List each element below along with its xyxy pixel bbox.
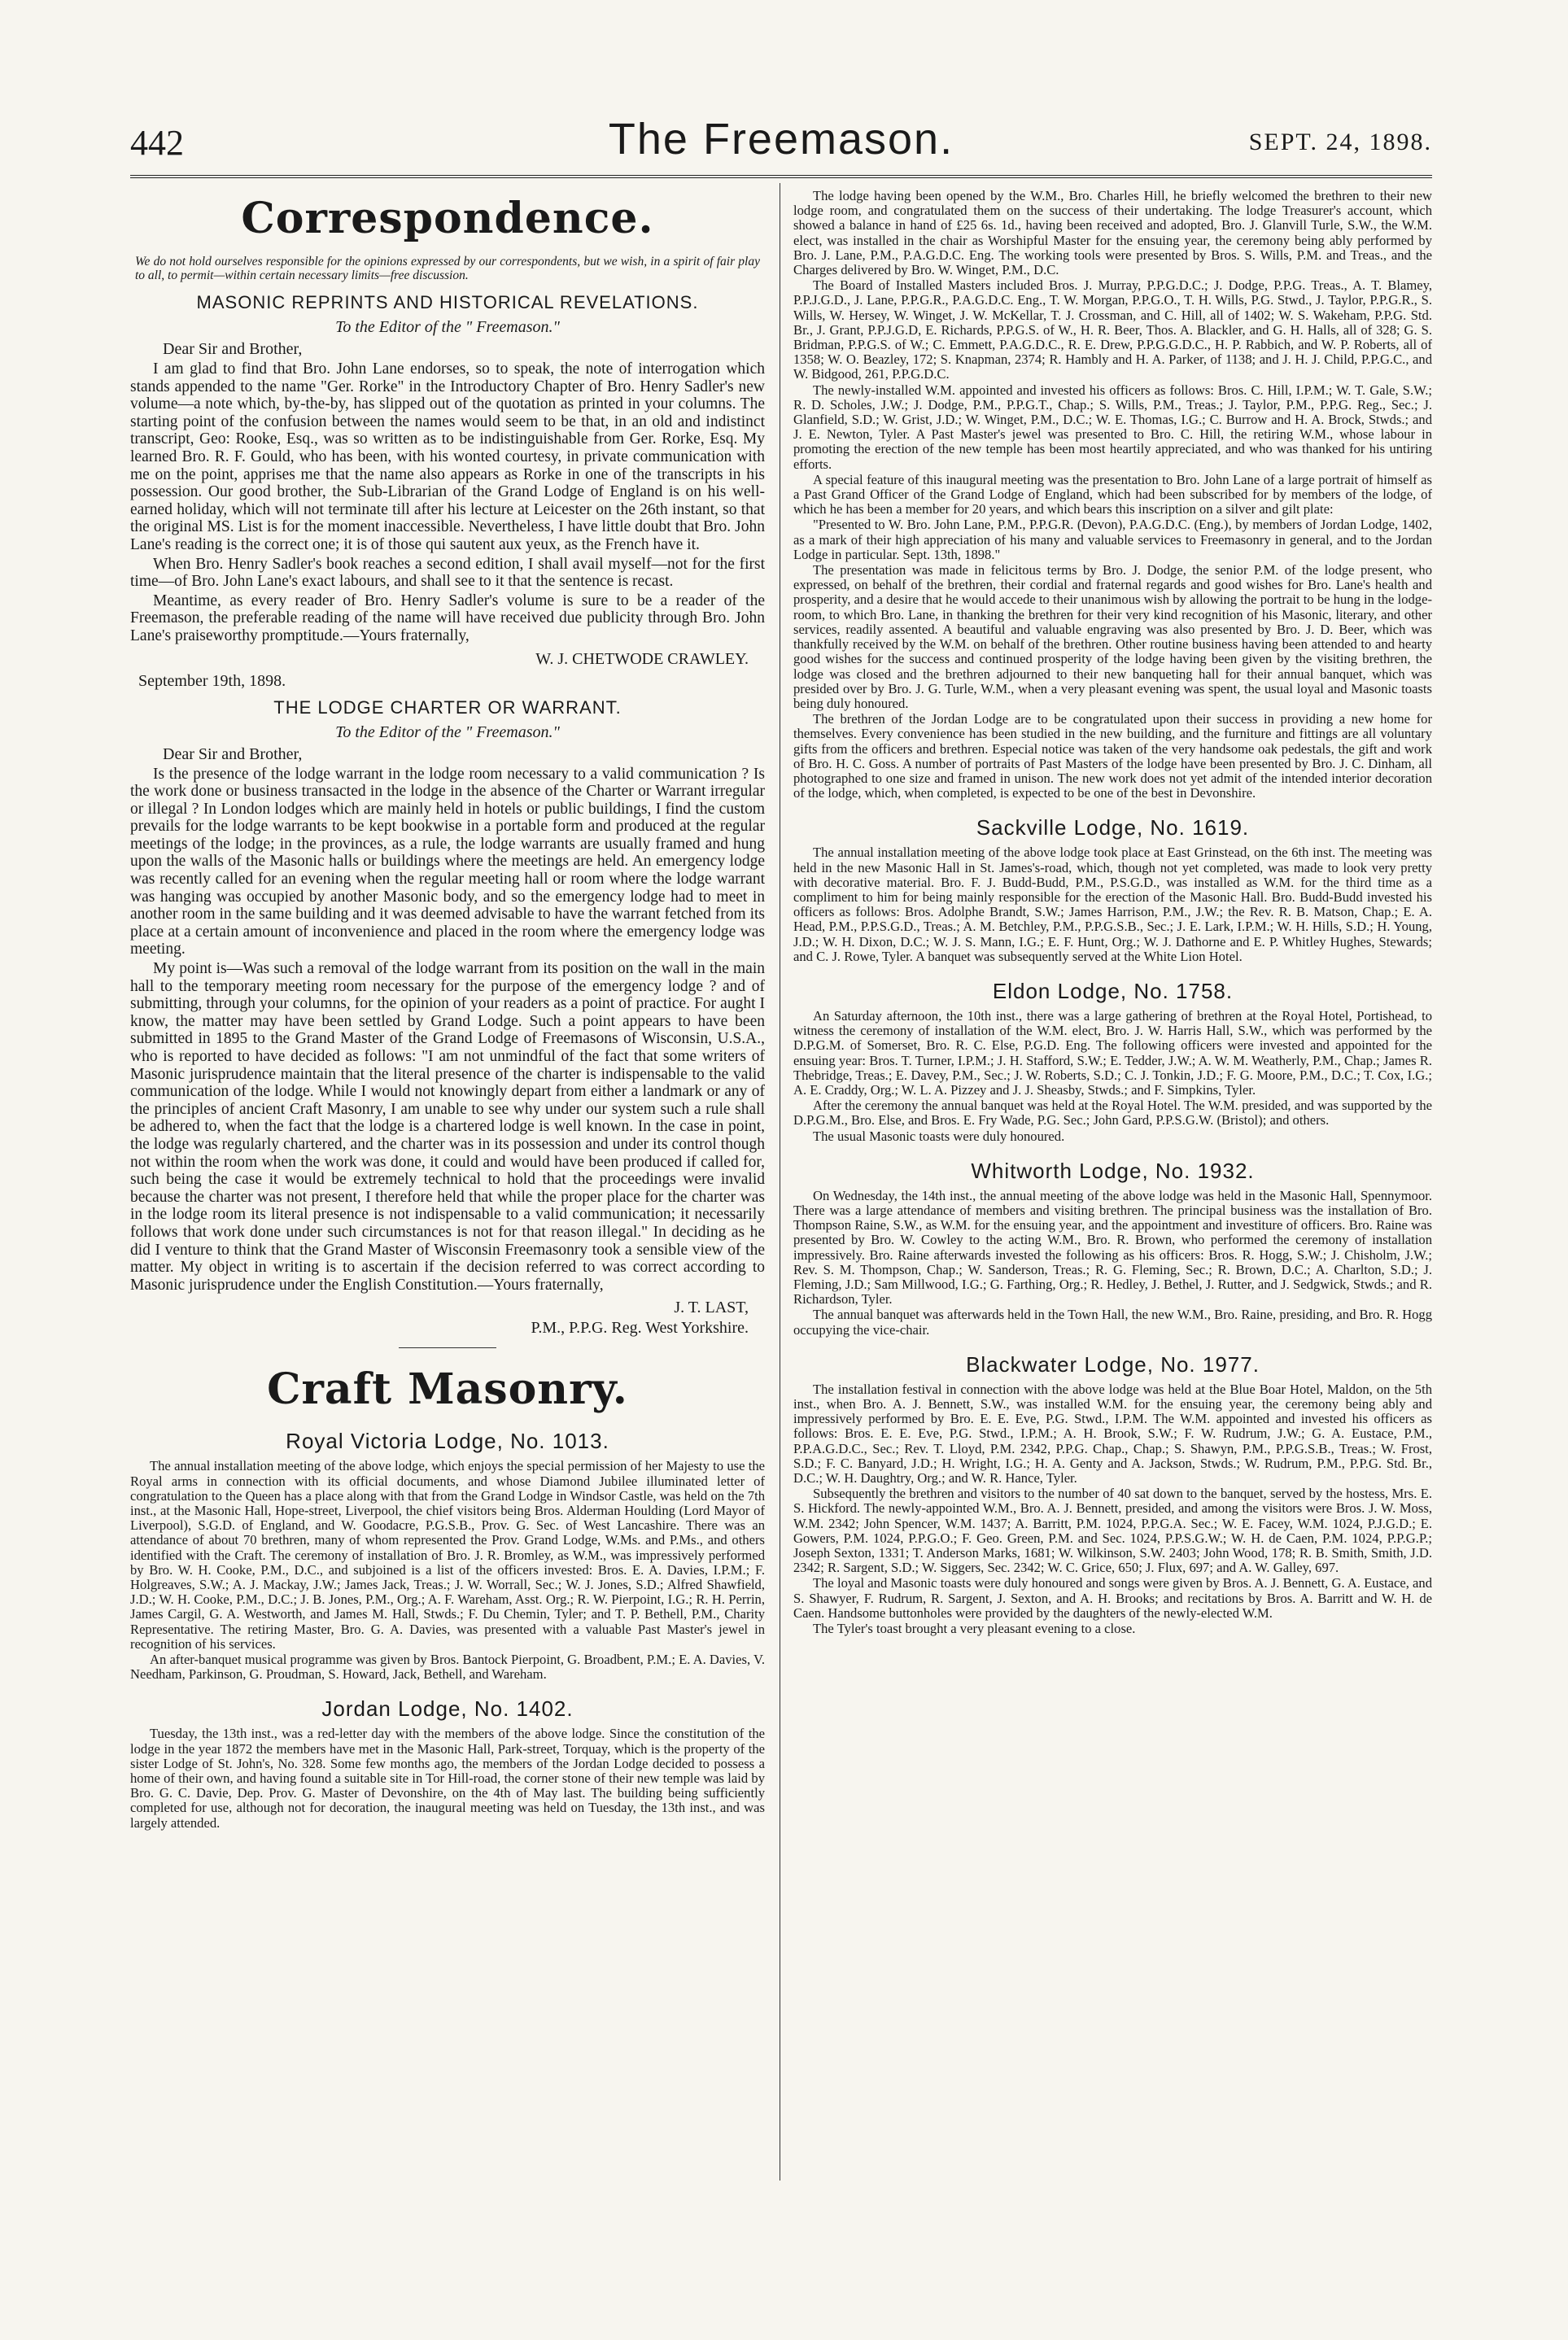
lodge-paragraph: The annual installation meeting of the above lodge took place at East Grinstead, on the 6th inst. The meeting was held in the new Masonic Hall in St. James's-road, which, though not yet completed, was made to look very pretty with decorative material. Bro. F. J. Budd-Budd, P.M., P.S.G.D., was installed as W.M. for the third time as a compliment to him for being mainly responsible for the erection of the Masonic Hall. Bro. Budd-Budd invested his officers as follows: Bros. Adolphe Brandt, S.W.; James Harrison, P.M., J.W.; the Rev. R. B. Matson, Chap.; E. A. Head, P.M., P.P.S.G.D., Treas.; A. M. Betchley, P.M., P.P.G.S.B., Sec.; J. E. Lark, I.P.M.; W. H. Hills, S.D.; H. Young, J.D.; W. H. Dixon, D.C.; W. J. S. Mann, I.G.; E. F. Hunt, Org.; W. J. Dathorne and E. P. Whitley Hughes, Stewards; and C. J. Rowe, Tyler. A banquet was subsequently served at the White Lion Hotel. — [793, 845, 1432, 964]
lodge-paragraph: An after-banquet musical programme was given by Bros. Bantock Pierpoint, G. Broadbent, P.M.; E. A. Davies, V. Needham, Parkinson, G. Proudman, S. Howard, Jack, Bethell, and Wareham. — [130, 1651, 765, 1683]
letter-paragraph: I am glad to find that Bro. John Lane endorses, so to speak, the note of interrogation which stands appended to the name "Ger. Rorke" in the Introductory Chapter of Bro. Henry Sadler's new volume—a note which, by-the-by, has slipped out of the quotation as printed in your columns. The starting point of the confusion between the names would seem to be that, in an old and indistinct transcript, Geo: Rooke, Esq., was so written as to be indistinguishable from Ger. Rorke, Esq. My learned Bro. R. F. Gould, who has been, with his wonted courtesy, in private communication with me on the point, apprises me that the name also appears as Rorke in one of the transcripts in his possession. Our good brother, the Sub-Librarian of the Grand Lodge of England is on his well-earned holiday, which will not terminate till after his lecture at Leicester on the 26th instant, so that the original MS. List is for the moment inaccessible. Nevertheless, I have little doubt that Bro. John Lane's reading is the correct one; it is of those qui sautent aux yeux, as the French have it. — [130, 360, 765, 553]
letter-paragraph: Meantime, as every reader of Bro. Henry Sadler's volume is sure to be a reader of the Freemason, the preferable reading of the name will have received due publicity through Bro. John Lane's praiseworthy promptitude.—Yours fraternally, — [130, 592, 765, 644]
letter-lodge-charter — [130, 697, 765, 1338]
lodge-paragraph: The annual banquet was afterwards held in the Town Hall, the new W.M., Bro. Raine, presiding, and Bro. R. Hogg occupying the vice-chair. — [793, 1307, 1432, 1338]
lodge-report-whitworth — [793, 1159, 1432, 1338]
page-number: 442 — [130, 123, 184, 163]
editorial-disclaimer: We do not hold ourselves responsible for the opinions expressed by our correspondents, but we wish, in a spirit of fair play to all, to permit—within certain necessary limits—free discussion. — [135, 255, 760, 282]
lodge-report-blackwater — [793, 1352, 1432, 1636]
lodge-title: Whitworth Lodge, No. 1932. — [971, 1158, 1255, 1183]
lodge-paragraph: The annual installation meeting of the above lodge, which enjoys the special permission of her Majesty to use the Royal arms in connection with its official documents, and whose Diamond Jubilee illuminated letter of congratulation to the Queen has a place along with that from the Grand Lodge in Windsor Castle, was held on the 7th inst., at the Masonic Hall, Hope-street, Liverpool, the chief visitors being Bros. Alderman Houlding (Lord Mayor of Liverpool), S.G.D. of England, and W. Goodacre, P.G.S.B., Prov. G. Sec. of West Lancashire. There was an attendance of about 70 brethren, many of whom represented the Prov. Grand Lodge, W.Ms. and P.Ms., and others identified with the Craft. The ceremony of installation of Bro. J. R. Bromley, as W.M., was impressively performed by Bro. W. H. Cooke, P.M., D.C., and subjoined is a list of the officers invested: Bros. E. A. Davies, I.P.M.; F. Holgreaves, S.W.; A. J. Mackay, J.W.; James Jack, Treas.; J. W. Worrall, Sec.; W. J. Jones, S.D.; Alfred Shawfield, J.D.; W. H. Cooke, P.M., D.C.; J. B. Jones, P.M., Org.; A. F. Wareham, Asst. Org.; R. W. Pierpoint, I.G.; R. H. Perrin, James Cargil, G. A. Westworth, and James M. Hall, Stwds.; F. Du Chemin, Tyler; and T. P. Bethell, P.M., Charity Representative. The retiring Master, Bro. G. A. Davies, was presented with a valuable Past Master's jewel in recognition of his services. — [130, 1458, 765, 1652]
section-title-correspondence: Correspondence. — [241, 194, 654, 243]
letter-addressee: To the Editor of the " Freemason." — [335, 318, 560, 336]
letter-date: September 19th, 1898. — [138, 671, 286, 690]
header-rule — [130, 175, 1432, 178]
letter-salutation: Dear Sir and Brother, — [163, 340, 303, 358]
letter-signature-title: P.M., P.P.G. Reg. West Yorkshire. — [531, 1319, 749, 1338]
lodge-title: Eldon Lodge, No. 1758. — [992, 978, 1234, 1003]
lodge-paragraph: The presentation was made in felicitous terms by Bro. J. Dodge, the senior P.M. of the lodge present, who expressed, on behalf of the brethren, their cordial and fraternal regards and good wishes for Bro. Lane's health and prosperity, and a desire that he would accede to their unanimous wish by allowing the portrait to be hung in the lodge-room, to which Bro. Lane, in thanking the brethren for their very kind recognition of his Masonic, literary, and other services, readily assented. A beautiful and valuable engraving was also presented by Bro. J. D. Beer, which was thankfully received by the W.M. on behalf of the brethren. Other routine business having been attended to and hearty good wishes for the success and continued prosperity of the lodge having been given by the visiting brethren, the lodge was closed and the brethren adjourned to their new banqueting hall for their annual banquet, which was presided over by Bro. J. G. Turle, W.M., when a very pleasant evening was spent, the usual loyal and Masonic toasts being duly honoured. — [793, 562, 1432, 711]
letter-signature: W. J. CHETWODE CRAWLEY. — [535, 649, 749, 668]
letter-paragraph: When Bro. Henry Sadler's book reaches a second edition, I shall avail myself—not for the first time—of Bro. John Lane's exact labours, and shall see to it that the sentence is recast. — [130, 555, 765, 591]
letter-heading: MASONIC REPRINTS AND HISTORICAL REVELATIONS. — [196, 292, 699, 312]
lodge-paragraph: The installation festival in connection with the above lodge was held at the Blue Boar Hotel, Maldon, on the 5th inst., when Bro. A. J. Bennett, S.W., was installed W.M. for the ensuing year, the ceremony being ably and impressively performed by Bro. E. E. Eve, P.G. Stwd., I.P.M. The W.M. appointed and invested his officers as follows: Bros. E. E. Eve, P.G. Stwd., I.P.M.; A. H. Brook, S.W.; F. W. Rudrum, J.W.; G. A. Eustace, P.M., P.P.A.G.D.C., Sec.; Rev. T. Lloyd, P.M. 2342, P.P.G. Chap., Chap.; S. Shawyn, P.M., P.P.G.S.B., Treas.; W. Frost, S.D.; F. C. Banyard, J.D.; H. Wright, I.G.; H. A. Genty and A. Jackson, Stwds.; W. Rudrum, P.M., P.P.G. Std. Br., D.C.; W. H. Daughtry, Org.; and W. R. Hance, Tyler. — [793, 1381, 1432, 1487]
lodge-report-sackville — [793, 815, 1432, 964]
lodge-title: Royal Victoria Lodge, No. 1013. — [286, 1429, 609, 1454]
lodge-paragraph: Subsequently the brethren and visitors to the number of 40 sat down to the banquet, served by the hostess, Mrs. E. S. Hickford. The newly-appointed W.M., Bro. A. J. Bennett, presided, and among the visitors were Bros. J. W. Moss, W.M. 2342; John Spencer, W.M. 1437; A. Barritt, P.M. 1024, P.P.G.A. Sec.; W. E. Facey, W.M. 1024, P.J.G.D.; E. Gowers, P.M. 1024, P.P.G.O.; F. Geo. Green, P.M. and Sec. 1024, P.P.S.G.W.; W. H. de Caen, P.M. 1024, P.P.G.P.; Joseph Sexton, 1331; T. Anderson Marks, 1681; W. Wilkinson, S.W. 2403; John Wood, 178; R. B. Smith, Smith, J.D. 2342; R. Sargent, S.D.; W. Siggers, Sec. 2342; W. C. Grice, 650; J. Flux, 697; and A. W. Galley, 697. — [793, 1486, 1432, 1576]
letter-salutation: Dear Sir and Brother, — [163, 744, 303, 763]
letter-addressee: To the Editor of the " Freemason." — [335, 723, 560, 741]
lodge-paragraph: The usual Masonic toasts were duly honoured. — [813, 1128, 1065, 1144]
masthead — [130, 114, 1432, 171]
lodge-report-royal-victoria — [130, 1429, 765, 1682]
lodge-report-jordan-continued — [793, 189, 1432, 801]
paper-title: The Freemason. — [608, 115, 954, 164]
section-title-craft-masonry: Craft Masonry. — [267, 1364, 628, 1415]
lodge-paragraph: A special feature of this inaugural meeting was the presentation to Bro. John Lane of a large portrait of himself as a Past Grand Officer of the Grand Lodge of England, which had been subscribed for by members of the lodge, of which he has been a member for 20 years, and which bears this inscription on a silver and gilt plate: — [793, 471, 1432, 517]
section-divider — [399, 1347, 496, 1348]
lodge-paragraph: On Wednesday, the 14th inst., the annual meeting of the above lodge was held in the Masonic Hall, Spennymoor. There was a large attendance of members and visiting brethren. The principal business was the installation of Bro. Thompson Raine, S.W., as W.M. for the ensuing year, and the appointment and investiture of officers. Bro. Raine was presented by Bro. W. Cowley to the acting W.M., Bro. R. Brown, who performed the ceremony of installation impressively. Bro. Raine afterwards invested the following as his officers: Bros. R. Hogg, S.W.; J. Chisholm, J.W.; Rev. S. M. Thompson, Chap.; W. Sanderson, Treas.; R. G. Fleming, Sec.; R. Brown, D.C.; A. Charlton, S.D.; J. Fleming, J.D.; Sam Millwood, I.G.; G. Farthing, Org.; R. Hedley, J. Bethel, J. Rutter, and J. Sedgwick, Stwds.; and R. Richardson, Tyler. — [793, 1187, 1432, 1308]
lodge-report-jordan — [130, 1696, 765, 1830]
letter-paragraph: My point is—Was such a removal of the lodge warrant from its position on the wall in the main hall to the temporary meeting room necessary for the purpose of the emergency lodge ? and of submitting, through your columns, for the opinion of your readers as a point of practice. For aught I know, the matter may have been settled by Grand Lodge. Such a point appears to have been submitted in 1895 to the Grand Master of the Grand Lodge of Freemasons of Wisconsin, U.S.A., who is reported to have decided as follows: "I am not unmindful of the fact that some writers of Masonic jurisprudence maintain that the literal presence of the charter is indispensable to the valid communication of the lodge. While I would not knowingly depart from either a landmark or any of the principles of ancient Craft Masonry, I am unable to see why under our system such a rule shall be adhered to, when the fact that the lodge is a chartered lodge is well known. In the case in point, the lodge was regularly chartered, and the charter was in its possession and under its control though not within the room when the work was done, it could and would have been produced if called for, such being the case it would be extremely technical to hold that the proceedings were invalid because the charter was not present, I therefore held that while the proper place for the charter was in the lodge room its literal presence is not indispensable to a valid communication; it necessarily follows that work done under such circumstances is not for that reason illegal." In deciding as he did I venture to think that the Grand Master of Wisconsin Freemasonry took a sensible view of the matter. My object in writing is to ascertain if the decision referred to was correct according to Masonic jurisprudence under the English Constitution.—Yours fraternally, — [130, 960, 765, 1294]
lodge-paragraph: The newly-installed W.M. appointed and invested his officers as follows: Bros. C. Hill, I.P.M.; W. T. Gale, S.W.; R. D. Scholes, J.W.; J. Dodge, P.M., P.P.G.T., Chap.; S. Wills, P.M., Treas.; J. Taylor, P.M., P.P.G. Reg., Sec.; J. Glanfield, S.D.; W. Grist, J.D.; W. Winget, P.M., D.C.; W. E. Thomas, I.G.; C. Burrow and H. A. Brock, Stwds.; and J. E. Newton, Tyler. A Past Master's jewel was presented to Bro. C. Hill, the retiring W.M., whose labour in promoting the erection of the new temple has been most heartily appreciated, and who was thanked for his untiring efforts. — [793, 382, 1432, 472]
lodge-title: Blackwater Lodge, No. 1977. — [966, 1351, 1260, 1377]
issue-date: SEPT. 24, 1898. — [1248, 129, 1432, 155]
lodge-paragraph: An Saturday afternoon, the 10th inst., there was a large gathering of brethren at the Royal Hotel, Portishead, to witness the ceremony of installation of the W.M. elect, Bro. J. W. Harris Hall, S.W., which was performed by the D.P.G.M. of Somerset, Bro. R. C. Else, P.G.D. Eng. The following officers were invested and appointed for the ensuing year: Bros. T. Turner, I.P.M.; J. H. Stafford, S.W.; E. Tedder, J.W.; A. W. M. Weatherly, P.M., Chap.; James R. Thebridge, Treas.; E. Davey, P.M., Sec.; J. W. Roberts, S.D.; C. J. Tonkin, J.D.; F. G. Moore, P.M., D.C.; T. Cox, I.G.; A. E. Craddy, Org.; W. L. A. Pizzey and J. J. Sheasby, Stwds.; and F. Simpkins, Tyler. — [793, 1007, 1432, 1098]
lodge-paragraph: Tuesday, the 13th inst., was a red-letter day with the members of the above lodge. Since the constitution of the lodge in the year 1872 the members have met in the Masonic Hall, Park-street, Torquay, which is the property of the sister Lodge of St. John's, No. 328. Some few months ago, the members of the Jordan Lodge decided to possess a home of their own, and having found a suitable site in Tor Hill-road, the corner stone of their new temple was laid by Bro. G. C. Davie, Dep. Prov. G. Master of Devonshire, on the 4th of May last. The building being sufficiently completed for use, although not for decoration, the inaugural meeting was held on Tuesday, the 13th inst., and was largely attended. — [130, 1726, 765, 1831]
lodge-paragraph: The loyal and Masonic toasts were duly honoured and songs were given by Bros. A. J. Bennett, G. A. Eustace, and S. Shawyer, F. Rudrum, R. Sargent, J. Sexton, and A. H. Brooks; and recitations by Bros. A. Barritt and W. H. de Caen. Handsome buttonholes were provided by the daughters of the newly-elected W.M. — [793, 1575, 1432, 1621]
lodge-paragraph: "Presented to W. Bro. John Lane, P.M., P.P.G.R. (Devon), P.A.G.D.C. (Eng.), by members of Jordan Lodge, 1402, as a mark of their high appreciation of his many and valuable services to Freemasonry in general, and to the Jordan Lodge in particular. Sept. 13th, 1898." — [793, 517, 1432, 562]
lodge-paragraph: The brethren of the Jordan Lodge are to be congratulated upon their success in providing a new home for themselves. Every convenience has been studied in the new building, and the furniture and fittings are all voluntary gifts from the officers and brethren. Especial notice was taken of the very handsome oak pedestals, the gift and work of Bro. H. C. Goss. A number of portraits of Past Masters of the lodge have been presented by Bro. J. C. Dinham, all photographed to one size and framed in unison. The new work does not yet admit of the intended interior decoration of the lodge, which, when completed, is expected to be one of the best in Devonshire. — [793, 711, 1432, 801]
letter-paragraph: Is the presence of the lodge warrant in the lodge room necessary to a valid communication ? Is the work done or business transacted in the lodge in the absence of the Charter or Warrant irregular or illegal ? In London lodges which are mainly held in hotels or public buildings, I find the custom prevails for the lodge warrants to be kept bookwise in a portable form and produced at the regular meetings of the lodge; in the provinces, as a rule, the lodge warrants are usually framed and hung upon the walls of the Masonic halls or buildings where the meetings are held. An emergency lodge was recently called for an evening when the regular meeting hall or room where the lodge warrant was hanging was occupied by another Masonic body, and so the emergency lodge had to meet in another room in the same building and it was deemed advisable to have the warrant fetched from its place at a certain amount of inconvenience and placed in the room where the emergency lodge was meeting. — [130, 765, 765, 958]
lodge-report-eldon — [793, 979, 1432, 1144]
letter-masonic-reprints — [130, 292, 765, 691]
lodge-paragraph: The Tyler's toast brought a very pleasant evening to a close. — [813, 1621, 1136, 1637]
left-column — [130, 189, 765, 1831]
right-column — [793, 189, 1432, 1637]
lodge-paragraph: The lodge having been opened by the W.M., Bro. Charles Hill, he briefly welcomed the brethren to their new lodge room, and congratulated them on the success of their undertaking. The lodge Treasurer's account, which showed a balance in hand of £25 6s. 1d., having been received and adopted, Bro. J. Glanvill Turle, S.W., the W.M. elect, was installed in the chair as Worshipful Master for the ensuing year, the ceremony being ably performed by Bro. J. Lane, P.M., P.A.G.D.C. Eng. The working tools were presented by Bros. S. Wills, P.M. and Treas., and the Charges delivered by Bro. W. Winget, P.M., D.C. — [793, 189, 1432, 278]
lodge-paragraph: The Board of Installed Masters included Bros. J. Murray, P.P.G.D.C.; J. Dodge, P.P.G. Treas., A. T. Blamey, P.P.J.G.D., J. Lane, P.P.G.R., P.A.G.D.C. Eng., T. W. Morgan, P.P.G.O., T. H. Wills, P.G. Stwd., J. Taylor, P.P.G.R., S. Wills, W. Hersey, W. Winget, J. W. McKellar, T. J. Crossman, and C. Hill, all of 1402; W. S. Wakeham, P.P.G. Std. Br., J. Grant, P.P.J.G.D, E. Richards, P.P.G.S. of W., H. R. Beer, Thos. A. Blackler, and G. H. Halls, all of 328; G. S. Bridman, P.P.G.S. of W.; C. Emmett, P.A.G.D.C., R. E. Drew, P.P.G.G.D.C., H. P. Rabbich, and W. P. Roberts, all of 1358; W. O. Beazley, 172; S. Knapman, 2374; R. Hambly and H. A. Parker, of 1138; and J. H. J. Child, P.P.G.C., and W. Bidgood, 261, P.P.G.D.C. — [793, 277, 1432, 382]
letter-heading: THE LODGE CHARTER OR WARRANT. — [273, 696, 622, 718]
lodge-title: Sackville Lodge, No. 1619. — [976, 815, 1250, 840]
letter-signature: J. T. LAST, — [674, 1299, 749, 1317]
lodge-title: Jordan Lodge, No. 1402. — [321, 1696, 574, 1722]
lodge-paragraph: After the ceremony the annual banquet was held at the Royal Hotel. The W.M. presided, and was supported by the D.P.G.M., Bro. Else, and Bros. E. Fry Wade, P.G. Sec.; John Gard, P.P.S.G.W. (Bristol); and others. — [793, 1098, 1432, 1129]
